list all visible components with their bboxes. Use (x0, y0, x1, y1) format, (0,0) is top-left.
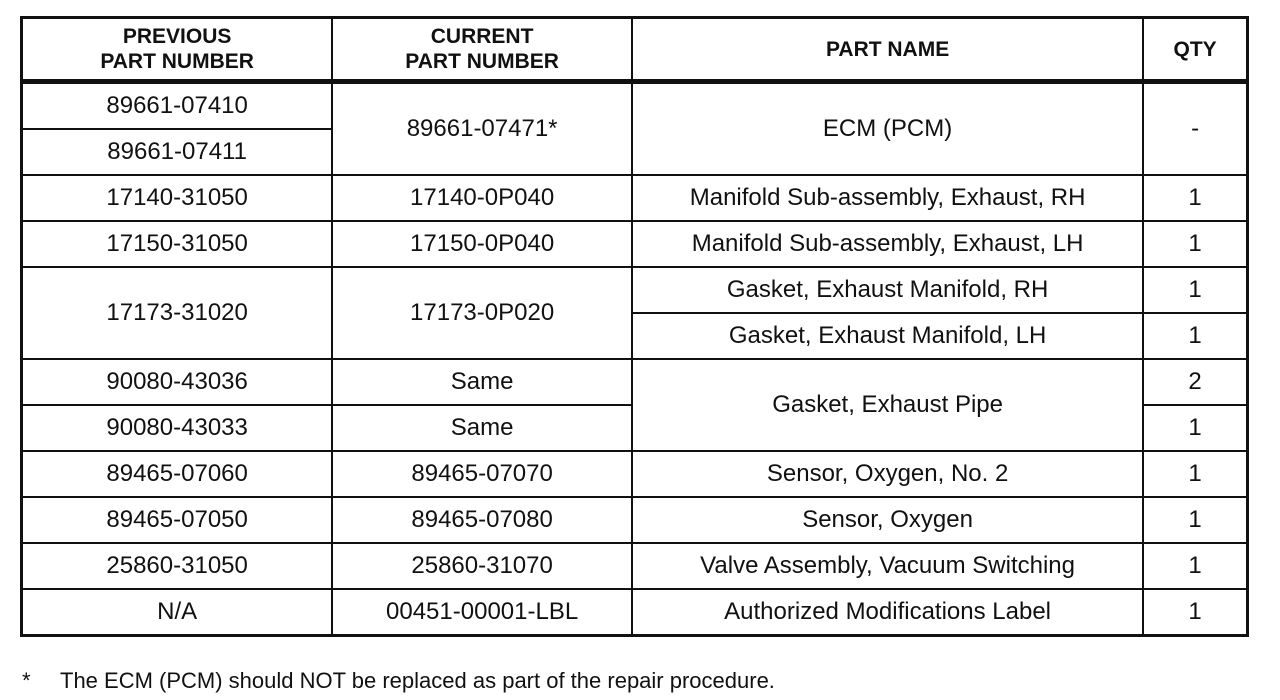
part-name: Gasket, Exhaust Pipe (632, 359, 1143, 451)
qty: 1 (1143, 405, 1247, 451)
current-part-number: 17150-0P040 (332, 221, 632, 267)
part-name: Authorized Modifications Label (632, 589, 1143, 636)
qty: 1 (1143, 543, 1247, 589)
part-name: Sensor, Oxygen, No. 2 (632, 451, 1143, 497)
table-row (22, 82, 1248, 130)
current-part-number: 89661-07471* (332, 82, 632, 176)
header-part-name: PART NAME (632, 18, 1143, 82)
current-part-number: 89465-07080 (332, 497, 632, 543)
qty: 1 (1143, 175, 1247, 221)
table-row (22, 589, 1248, 636)
previous-part-number: 17173-31020 (22, 267, 333, 359)
table-row (22, 359, 1248, 405)
current-part-number: 89465-07070 (332, 451, 632, 497)
previous-part-number: 25860-31050 (22, 543, 333, 589)
qty: 1 (1143, 589, 1247, 636)
header-qty: QTY (1143, 18, 1247, 82)
header-row (22, 18, 1248, 82)
previous-part-number: N/A (22, 589, 333, 636)
previous-part-number: 89661-07411 (22, 129, 333, 175)
table-row (22, 175, 1248, 221)
qty: 1 (1143, 313, 1247, 359)
table-row (22, 267, 1248, 313)
current-part-number: 00451-00001-LBL (332, 589, 632, 636)
parts-table (20, 16, 1249, 637)
part-name: ECM (PCM) (632, 82, 1143, 176)
footnote (22, 668, 775, 694)
previous-part-number: 89661-07410 (22, 82, 333, 130)
current-part-number: 17140-0P040 (332, 175, 632, 221)
part-name: Manifold Sub-assembly, Exhaust, LH (632, 221, 1143, 267)
qty: - (1143, 82, 1247, 176)
current-part-number: 25860-31070 (332, 543, 632, 589)
table-row (22, 497, 1248, 543)
current-part-number: Same (332, 405, 632, 451)
current-part-number: Same (332, 359, 632, 405)
previous-part-number: 90080-43036 (22, 359, 333, 405)
part-name: Gasket, Exhaust Manifold, LH (632, 313, 1143, 359)
table-row (22, 543, 1248, 589)
footnote-marker: * (22, 668, 31, 693)
previous-part-number: 17140-31050 (22, 175, 333, 221)
previous-part-number: 17150-31050 (22, 221, 333, 267)
part-name: Valve Assembly, Vacuum Switching (632, 543, 1143, 589)
table-row (22, 221, 1248, 267)
qty: 1 (1143, 267, 1247, 313)
part-name: Sensor, Oxygen (632, 497, 1143, 543)
header-current-part-number: CURRENT PART NUMBER (332, 18, 632, 82)
previous-part-number: 89465-07060 (22, 451, 333, 497)
table-row (22, 451, 1248, 497)
qty: 1 (1143, 497, 1247, 543)
previous-part-number: 90080-43033 (22, 405, 333, 451)
footnote-text: The ECM (PCM) should NOT be replaced as part of the repair procedure. (60, 668, 775, 693)
qty: 2 (1143, 359, 1247, 405)
previous-part-number: 89465-07050 (22, 497, 333, 543)
qty: 1 (1143, 451, 1247, 497)
part-name: Gasket, Exhaust Manifold, RH (632, 267, 1143, 313)
header-previous-part-number: PREVIOUS PART NUMBER (22, 18, 333, 82)
part-name: Manifold Sub-assembly, Exhaust, RH (632, 175, 1143, 221)
current-part-number: 17173-0P020 (332, 267, 632, 359)
qty: 1 (1143, 221, 1247, 267)
